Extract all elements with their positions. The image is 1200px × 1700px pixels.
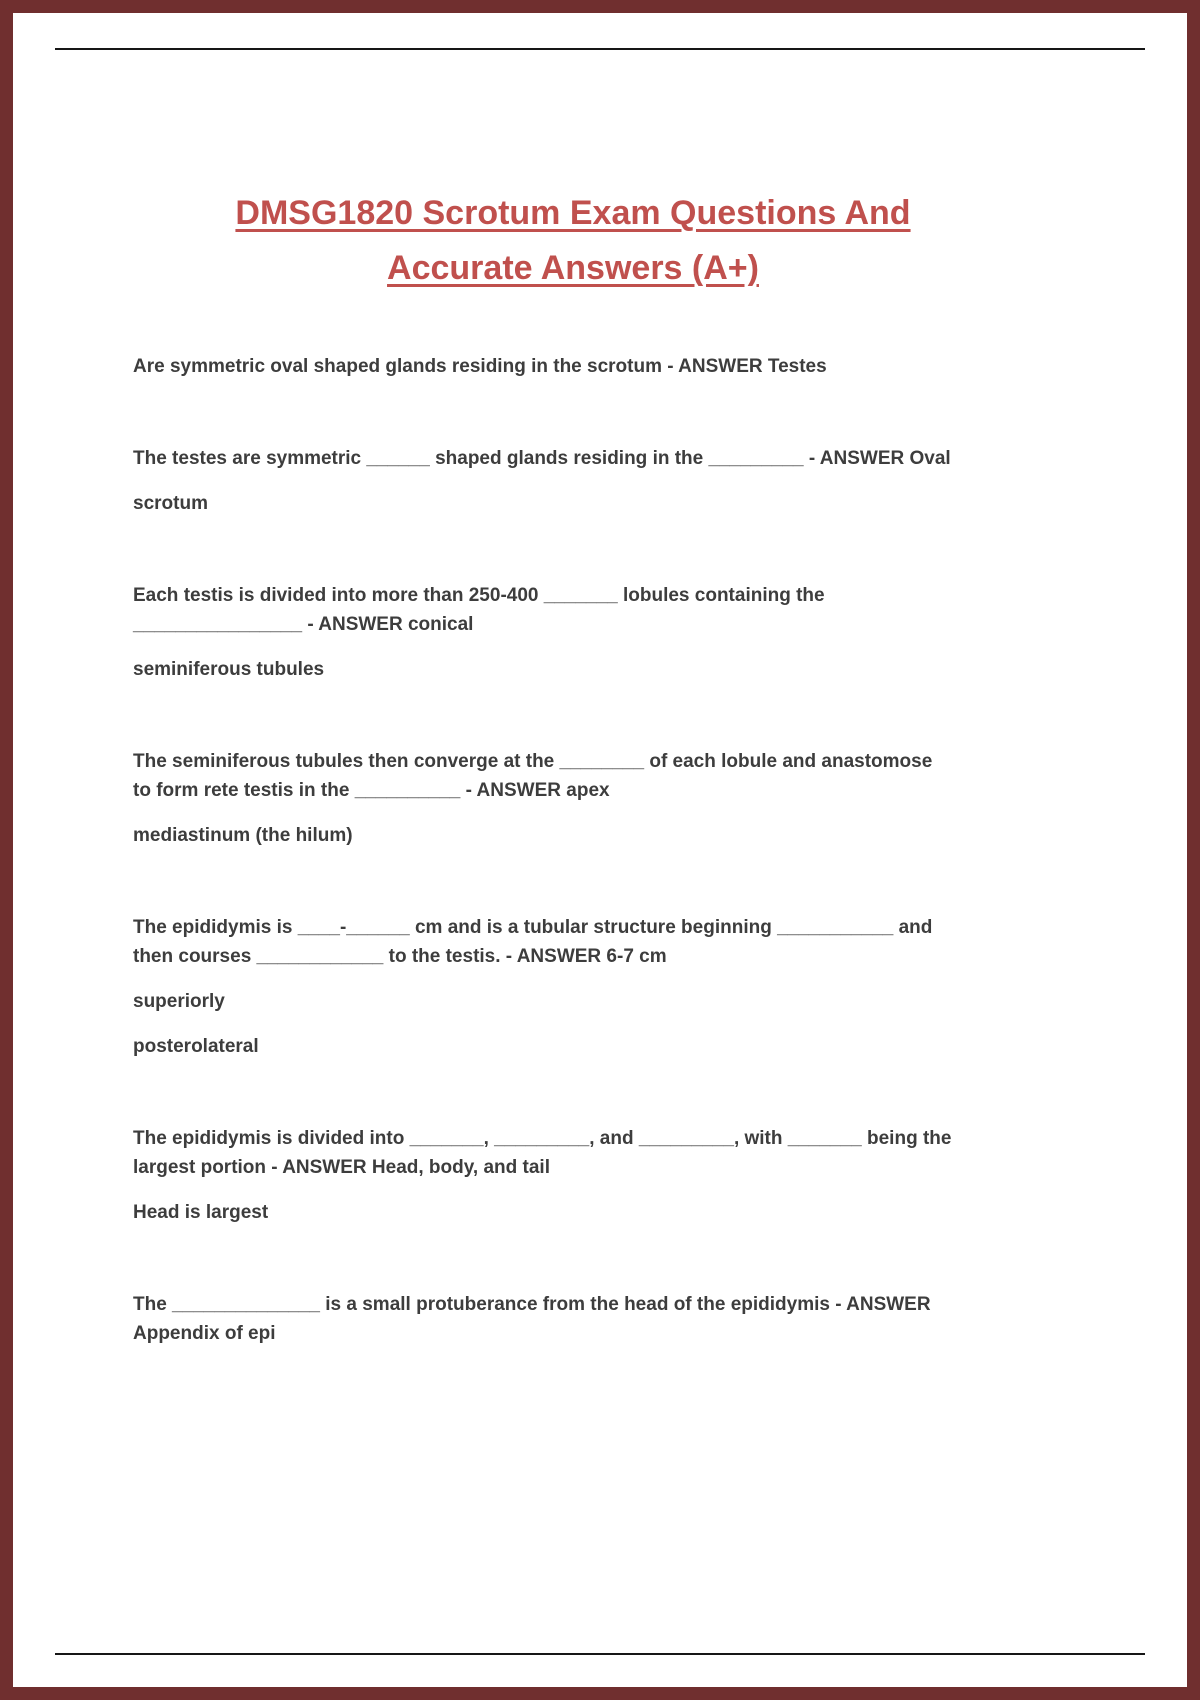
- qa-block: [133, 1290, 1013, 1348]
- answer-line: seminiferous tubules: [133, 659, 325, 680]
- qa-block: [133, 352, 1013, 381]
- qa-block: [133, 581, 1013, 684]
- answer-line: mediastinum (the hilum): [133, 825, 353, 846]
- question-text: to form rete testis in the __________ - ANSWER apex: [133, 780, 610, 801]
- title-line-2: Accurate Answers (A+): [387, 249, 759, 287]
- qa-block: [133, 444, 1013, 518]
- question-text: Each testis is divided into more than 250-400 _______ lobules containing the: [133, 585, 825, 606]
- qa-block: [133, 913, 1013, 1061]
- question-text: Are symmetric oval shaped glands residing in the scrotum - ANSWER Testes: [133, 356, 827, 377]
- question-text: then courses ____________ to the testis. - ANSWER 6-7 cm: [133, 946, 667, 967]
- qa-block: [133, 747, 1013, 850]
- question-text: ________________ - ANSWER conical: [133, 614, 474, 635]
- question-text: The epididymis is divided into _______, _________, and _________, with _______ being the: [133, 1128, 952, 1149]
- question-text: The ______________ is a small protuberance from the head of the epididymis - ANSWER: [133, 1294, 931, 1315]
- qa-block: [133, 1124, 1013, 1227]
- answer-line: posterolateral: [133, 1036, 259, 1057]
- qa-list: [133, 352, 1013, 1348]
- answer-line: scrotum: [133, 493, 208, 514]
- title-line-1: DMSG1820 Scrotum Exam Questions And: [235, 194, 911, 232]
- document-title: [133, 186, 1013, 296]
- question-text: The seminiferous tubules then converge at the ________ of each lobule and anastomose: [133, 751, 933, 772]
- bottom-divider: [55, 1653, 1145, 1655]
- answer-line: superiorly: [133, 991, 225, 1012]
- question-text: Appendix of epi: [133, 1323, 276, 1344]
- document-content: [133, 13, 1013, 1411]
- question-text: The testes are symmetric ______ shaped glands residing in the _________ - ANSWER Oval: [133, 448, 951, 469]
- question-text: The epididymis is ____-______ cm and is a tubular structure beginning ___________ and: [133, 917, 933, 938]
- answer-line: Head is largest: [133, 1202, 269, 1223]
- question-text: largest portion - ANSWER Head, body, and tail: [133, 1157, 550, 1178]
